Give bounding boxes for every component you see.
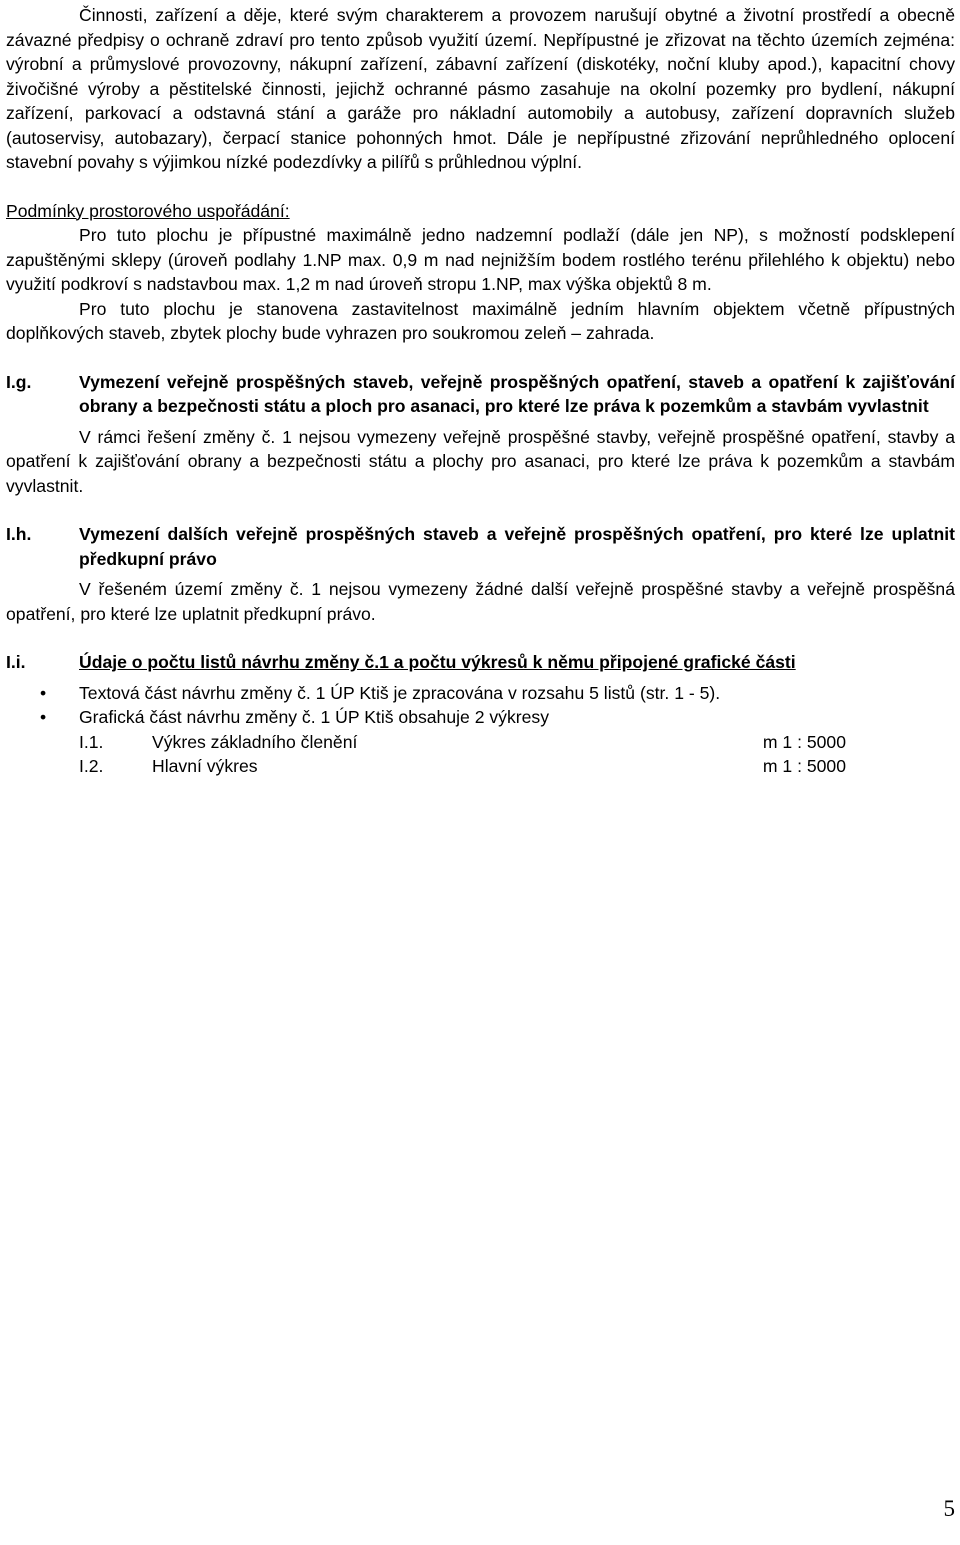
drawing-name: Výkres základního členění xyxy=(152,731,358,752)
section-h-text: V řešeném území změny č. 1 nejsou vymezeny žádné další veřejně prospěšné stavby a veřejně prospěšná opatření, pro které lze uplatnit předkupní právo. xyxy=(6,579,955,624)
document-page xyxy=(6,3,955,779)
intro-paragraph: Činnosti, zařízení a děje, které svým charakterem a provozem narušují obytné a životní prostředí a obecně závazné předpisy o ochraně zdraví pro tento způsob využití území. Nepřípustné je zřizovat na těchto územích zejména: výrobní a průmyslové provozovny, nákupní zařízení, zábavní zařízení (diskotéky, noční kluby apod.), kapacitní chovy živočišné výroby a pěstitelské činnosti, jejichž ochranné pásmo zasahuje na okolní pozemky pro bydlení, nákupní zařízení, parkovací a odstavná stání a garáže pro nákladní automobily a autobusy, zařízení dopravních služeb (autoservisy, autobazary), čerpací stanice pohonných hmot. Dále je nepřípustné zřizování neprůhledného oplocení stavební povahy s výjimkou nízké podezdívky a pilířů s průhlednou výplní. xyxy=(6,5,955,172)
section-i-number: I.i. xyxy=(6,652,26,672)
section-g-text: V rámci řešení změny č. 1 nejsou vymezeny veřejně prospěšné stavby, veřejně prospěšné opatření, stavby a opatření k zajišťování obrany a bezpečnosti státu a plochy pro asanaci, pro které lze práva k pozemkům a stavbám vyvlastnit. xyxy=(6,426,955,496)
section-h-title: Vymezení dalších veřejně prospěšných staveb a veřejně prospěšných opatření, pro které lze uplatnit předkupní právo xyxy=(79,524,955,569)
drawing-scale: m 1 : 5000 xyxy=(762,731,846,752)
section-i-heading xyxy=(6,650,955,675)
list-item: • Textová část návrhu změny č. 1 ÚP Ktiš je zpracována v rozsahu 5 listů (str. 1 - 5). xyxy=(6,681,955,706)
list-item: • Grafická část návrhu změny č. 1 ÚP Ktiš obsahuje 2 výkresy xyxy=(6,705,955,730)
spatial-heading xyxy=(6,199,955,224)
section-g-heading xyxy=(6,370,955,419)
spatial-heading-text: Podmínky prostorového uspořádání: xyxy=(6,200,290,221)
section-i-bullet-list xyxy=(6,681,955,730)
section-g-number: I.g. xyxy=(6,371,32,392)
drawings-list xyxy=(79,730,846,779)
spatial-paragraph-1: Pro tuto plochu je přípustné maximálně jedno nadzemní podlaží (dále jen NP), s možností podsklepení zapuštěnými sklepy (úroveň podlahy 1.NP max. 0,9 m nad nejnižším bodem rostlého terénu přilehlého k objektu) nebo využití podkroví s nadstavbou max. 1,2 m nad úroveň stropu 1.NP, max výška objektů 8 m. xyxy=(6,225,955,294)
drawing-number: I.1. xyxy=(79,731,104,752)
section-g-title: Vymezení veřejně prospěšných staveb, veřejně prospěšných opatření, staveb a opatření k zajišťování obrany a bezpečnosti státu a ploch pro asanaci, pro které lze práva k pozemkům a stavbám vyvlastnit xyxy=(79,371,955,416)
drawing-scale: m 1 : 5000 xyxy=(762,756,846,776)
section-i-title: Údaje o počtu listů návrhu změny č.1 a počtu výkresů k němu připojené grafické části xyxy=(79,652,796,672)
drawing-number: I.2. xyxy=(79,756,104,776)
spatial-paragraph-2: Pro tuto plochu je stanovena zastavitelnost maximálně jedním hlavním objektem včetně přípustných doplňkových staveb, zbytek plochy bude vyhrazen pro soukromou zeleň – zahrada. xyxy=(6,298,955,343)
drawing-name: Hlavní výkres xyxy=(152,756,258,776)
drawing-row xyxy=(79,730,846,755)
section-h-heading xyxy=(6,522,955,571)
page-number: 5 xyxy=(943,1496,955,1521)
drawing-row xyxy=(79,754,846,779)
section-h-number: I.h. xyxy=(6,524,32,544)
